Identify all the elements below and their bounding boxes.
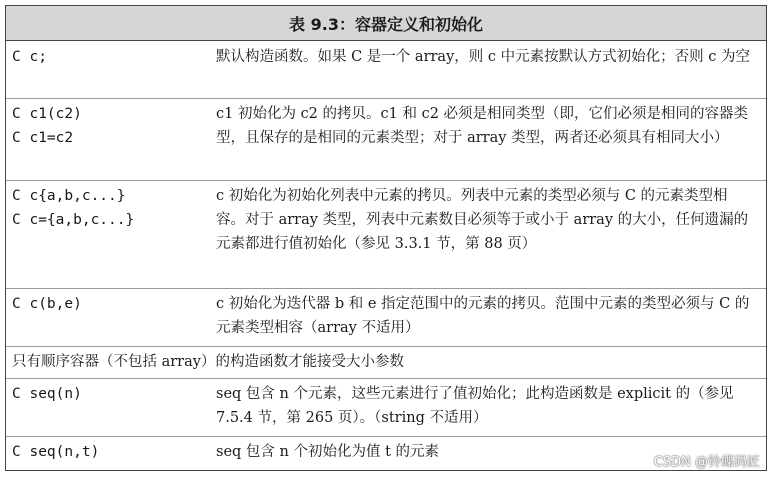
desc-cell: [216, 45, 756, 69]
code-line: C seq(n,t): [12, 444, 100, 460]
code-cell: [12, 382, 82, 406]
code-cell: [12, 292, 82, 316]
code-line: C c(b,e): [12, 296, 82, 312]
code-line: C seq(n): [12, 386, 82, 402]
desc-text: seq 包含 n 个元素，这些元素进行了值初始化；此构造函数是 explicit 的（参见 7.5.4 节，第 265 页）。（string 不适用）: [216, 386, 734, 426]
row-divider: [6, 288, 766, 289]
code-line: C c;: [12, 49, 47, 65]
code-line: C c1=c2: [12, 130, 74, 146]
code-cell: [12, 102, 82, 150]
code-line: C c={a,b,c...}: [12, 212, 135, 228]
code-cell: [12, 184, 134, 232]
desc-text: c 初始化为初始化列表中元素的拷贝。列表中元素的类型必须与 C 的元素类型相容。对于 array 类型，列表中元素数目必须等于或小于 array 的大小，任何遗漏的元素都进行值初始化（参见 3.3.1 节，第 88 页）: [216, 188, 749, 252]
desc-cell: [216, 184, 756, 256]
code-line: C c{a,b,c...}: [12, 188, 126, 204]
desc-text: 默认构造函数。如果 C 是一个 array，则 c 中元素按默认方式初始化；否则 c 为空: [216, 49, 750, 65]
row-divider: [6, 346, 766, 347]
row-divider: [6, 98, 766, 99]
table-title: 表 9.3：容器定义和初始化: [5, 5, 767, 41]
desc-cell: [216, 102, 756, 150]
row-divider: [6, 180, 766, 181]
code-line: C c1(c2): [12, 106, 82, 122]
desc-text: c 初始化为迭代器 b 和 e 指定范围中的元素的拷贝。范围中元素的类型必须与 C 的元素类型相容（array 不适用）: [216, 296, 750, 336]
desc-text: seq 包含 n 个初始化为值 t 的元素: [216, 444, 440, 460]
section-note: 只有顺序容器（不包括 array）的构造函数才能接受大小参数: [12, 354, 404, 370]
row-divider: [6, 436, 766, 437]
row-divider: [6, 378, 766, 379]
desc-text: c1 初始化为 c2 的拷贝。c1 和 c2 必须是相同类型（即，它们必须是相同的容器类型，且保存的是相同的元素类型；对于 array 类型，两者还必须具有相同大小）: [216, 106, 749, 146]
desc-cell: [216, 382, 756, 430]
code-cell: [12, 45, 47, 69]
desc-cell: [216, 292, 756, 340]
watermark: CSDN @铃蝶码匠: [653, 455, 760, 470]
code-cell: [12, 440, 99, 464]
